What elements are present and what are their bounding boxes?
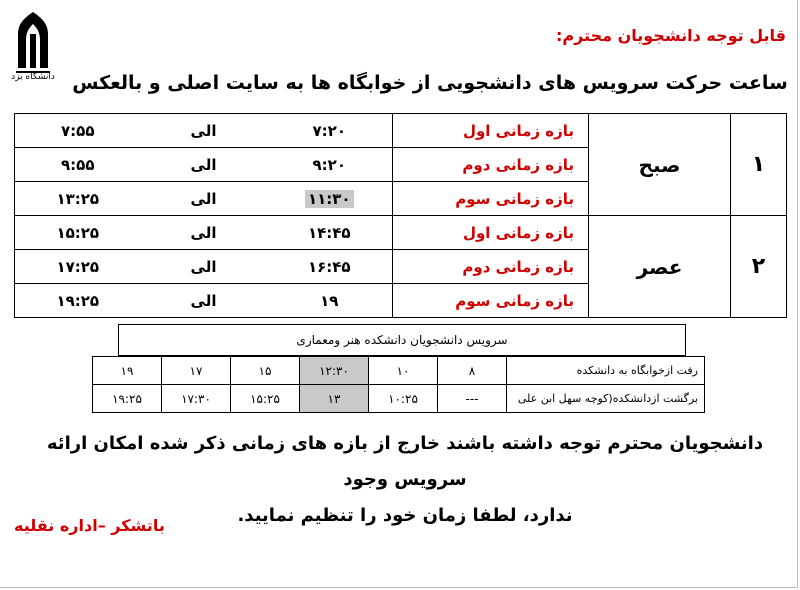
group-shift: صبح xyxy=(589,114,731,216)
end-time: ۹:۵۵ xyxy=(15,148,141,182)
art-service-table xyxy=(92,356,705,413)
departure-time: ۱۰ xyxy=(369,357,438,385)
end-time: ۱۵:۲۵ xyxy=(15,216,141,250)
group-index: ۲ xyxy=(731,216,787,318)
start-time-cell xyxy=(267,284,393,318)
interval-label: بازه زمانی سوم xyxy=(393,284,589,318)
time-separator: الی xyxy=(141,284,267,318)
schedule-row xyxy=(15,216,787,250)
time-separator: الی xyxy=(141,114,267,148)
schedule-table xyxy=(14,113,787,318)
start-time: ۱۴:۴۵ xyxy=(307,223,351,242)
departure-time: ۱۹:۲۵ xyxy=(93,385,162,413)
time-separator: الی xyxy=(141,182,267,216)
start-time: ۹:۲۰ xyxy=(312,155,346,174)
signature: باتشکر –اداره نقلیه xyxy=(14,516,165,535)
art-service-row xyxy=(93,357,705,385)
art-service-title: سرویس دانشجویان دانشکده هنر ومعماری xyxy=(118,324,686,356)
departure-time: ۱۷:۳۰ xyxy=(162,385,231,413)
start-time: ۱۹ xyxy=(320,291,339,310)
departure-time: ۱۷ xyxy=(162,357,231,385)
time-separator: الی xyxy=(141,148,267,182)
start-time: ۷:۲۰ xyxy=(312,121,346,140)
departure-time: ۸ xyxy=(438,357,507,385)
start-time-cell xyxy=(267,250,393,284)
notice-heading: قابل توجه دانشجویان محترم: xyxy=(555,26,786,45)
start-time-cell xyxy=(267,182,393,216)
route-label: رفت ازخوابگاه به دانشکده xyxy=(507,357,705,385)
end-time: ۱۹:۲۵ xyxy=(15,284,141,318)
start-time-cell xyxy=(267,216,393,250)
group-shift: عصر xyxy=(589,216,731,318)
interval-label: بازه زمانی دوم xyxy=(393,148,589,182)
start-time-cell xyxy=(267,148,393,182)
interval-label: بازه زمانی دوم xyxy=(393,250,589,284)
logo-caption: دانشگاه یزد xyxy=(11,72,55,82)
time-separator: الی xyxy=(141,216,267,250)
footer-line-1: دانشجویان محترم توجه داشته باشند خارج از بازه های زمانی ذکر شده امکان ارائه سرویس وجود xyxy=(46,433,764,490)
start-time-cell xyxy=(267,114,393,148)
end-time: ۱۷:۲۵ xyxy=(15,250,141,284)
interval-label: بازه زمانی اول xyxy=(393,114,589,148)
schedule-row xyxy=(15,114,787,148)
departure-time: --- xyxy=(438,385,507,413)
departure-time: ۱۲:۳۰ xyxy=(300,357,369,385)
departure-time: ۱۳ xyxy=(300,385,369,413)
departure-time: ۱۹ xyxy=(93,357,162,385)
departure-time: ۱۰:۲۵ xyxy=(369,385,438,413)
footer-line-2: ندارد، لطفا زمان خود را تنظیم نمایید. xyxy=(237,505,573,526)
route-label: برگشت ازدانشکده(کوچه سهل ابن علی xyxy=(507,385,705,413)
start-time: ۱۱:۳۰ xyxy=(305,190,354,208)
page-title: ساعت حرکت سرویس های دانشجویی از خوابگاه ها به سایت اصلی و بالعکس xyxy=(72,72,788,94)
art-service-row xyxy=(93,385,705,413)
departure-time: ۱۵ xyxy=(231,357,300,385)
end-time: ۱۳:۲۵ xyxy=(15,182,141,216)
group-index: ۱ xyxy=(731,114,787,216)
interval-label: بازه زمانی اول xyxy=(393,216,589,250)
start-time: ۱۶:۴۵ xyxy=(307,257,351,276)
interval-label: بازه زمانی سوم xyxy=(393,182,589,216)
end-time: ۷:۵۵ xyxy=(15,114,141,148)
departure-time: ۱۵:۲۵ xyxy=(231,385,300,413)
time-separator: الی xyxy=(141,250,267,284)
